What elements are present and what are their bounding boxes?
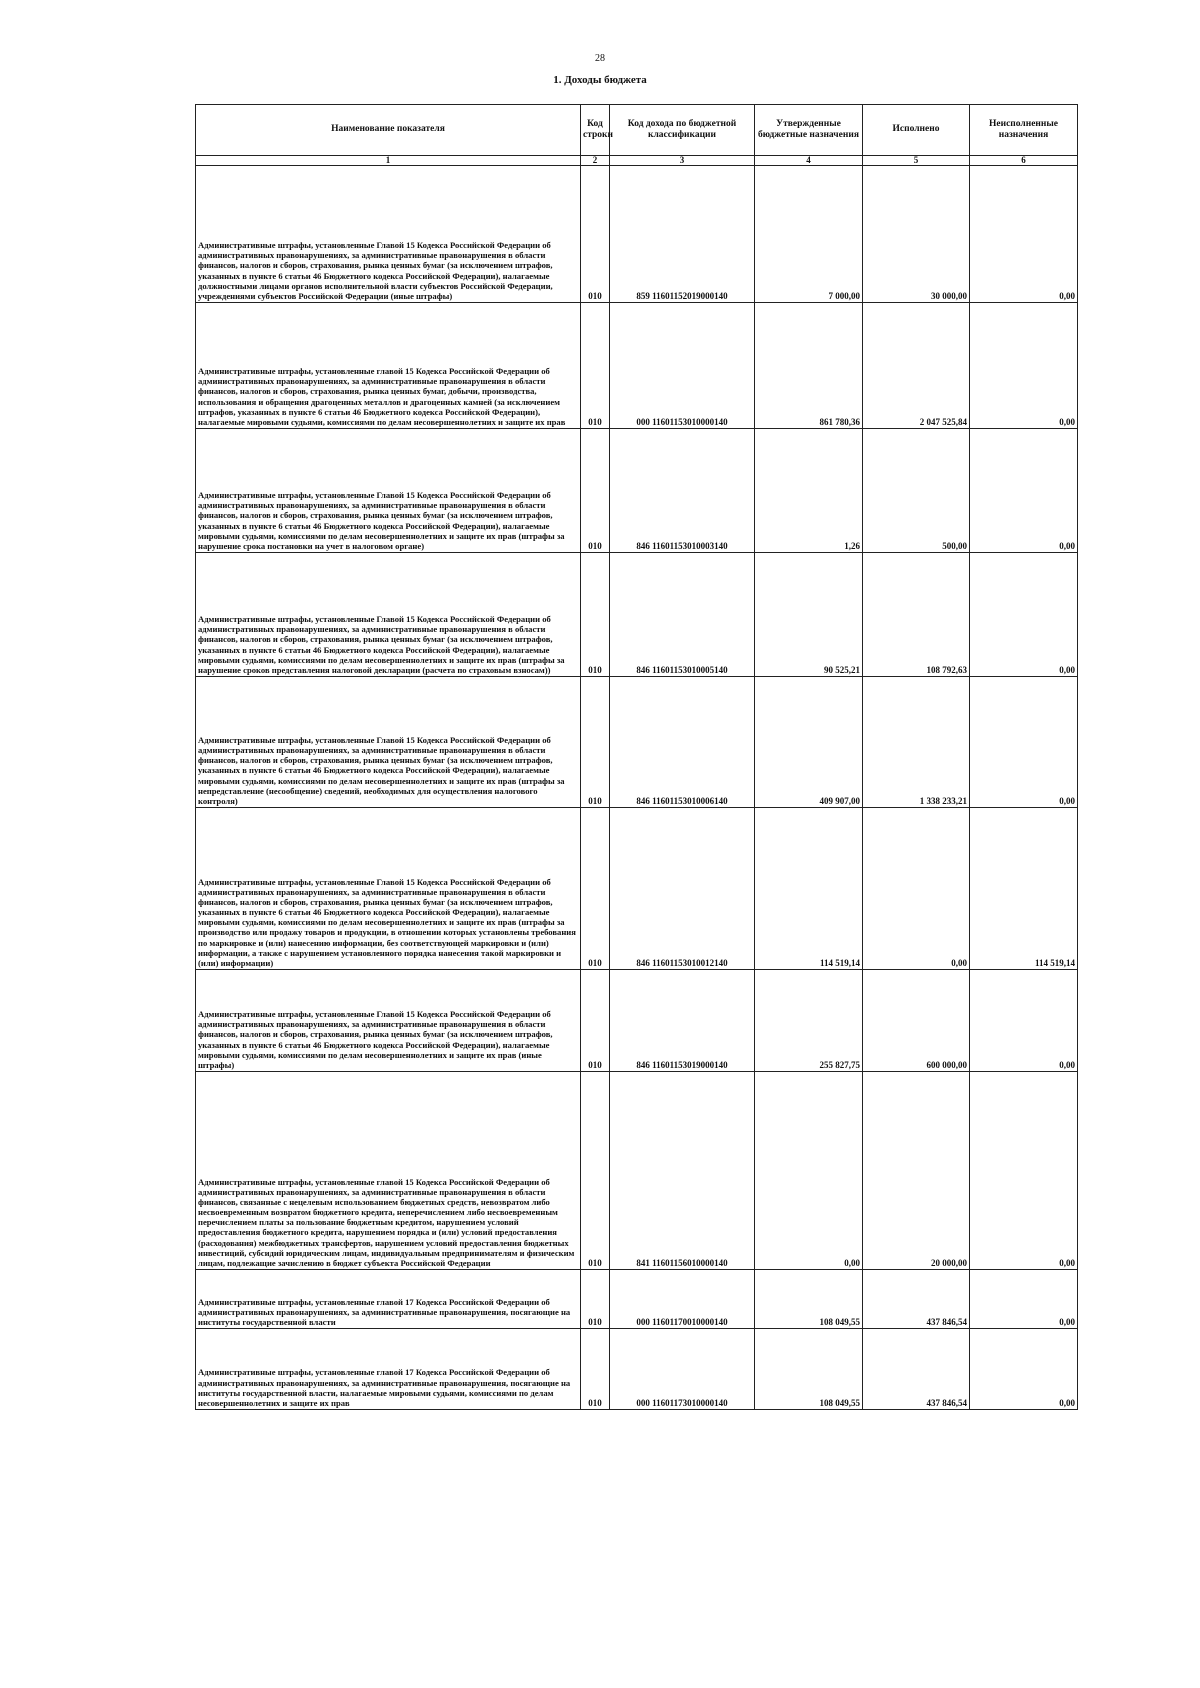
executed-amount-cell: 1 338 233,21 bbox=[863, 677, 970, 808]
section-title: 1. Доходы бюджета bbox=[553, 74, 647, 86]
executed-amount-cell: 500,00 bbox=[863, 429, 970, 553]
table-row bbox=[196, 553, 1078, 677]
unexecuted-amount-cell: 0,00 bbox=[970, 429, 1078, 553]
line-code-cell: 010 bbox=[581, 1270, 610, 1329]
indicator-name-cell: Административные штрафы, установленные Главой 15 Кодекса Российской Федерации об административных правонарушениях, за административные правонарушения в области финансов, налогов и сборов, страхования, рынка ценных бумаг (за исключением штрафов, указанных в пункте 6 статьи 46 Бюджетного кодекса Российской Федерации), налагаемые мировыми судьями, комиссиями по делам несовершеннолетних и защите их прав (штрафы за нарушение сроков представления налоговой декларации (расчета по страховым взносам)) bbox=[196, 553, 581, 677]
unexecuted-amount-cell: 0,00 bbox=[970, 1270, 1078, 1329]
table-row bbox=[196, 677, 1078, 808]
table-header-row bbox=[196, 105, 1078, 156]
executed-amount-cell: 437 846,54 bbox=[863, 1329, 970, 1410]
budget-code-cell: 000 11601153010000140 bbox=[610, 303, 755, 429]
executed-amount-cell: 108 792,63 bbox=[863, 553, 970, 677]
indicator-name-cell: Административные штрафы, установленные главой 17 Кодекса Российской Федерации об административных правонарушениях, за административные правонарушения, посягающие на институты государственной власти bbox=[196, 1270, 581, 1329]
indicator-name-cell: Административные штрафы, установленные главой 15 Кодекса Российской Федерации об административных правонарушениях, за административные правонарушения в области финансов, налогов и сборов, страхования, рынка ценных бумаг, добычи, производства, использования и обращения драгоценных металлов и драгоценных камней (за исключением штрафов, указанных в пункте 6 статьи 46 Бюджетного кодекса Российской Федерации), налагаемые мировыми судьями, комиссиями по делам несовершеннолетних и защите их прав bbox=[196, 303, 581, 429]
budget-code-cell: 841 11601156010000140 bbox=[610, 1072, 755, 1270]
revenue-table bbox=[195, 104, 1078, 1410]
header-budget-code: Код дохода по бюджетной классификации bbox=[610, 105, 755, 156]
header-executed: Исполнено bbox=[863, 105, 970, 156]
approved-amount-cell: 0,00 bbox=[755, 1072, 863, 1270]
line-code-cell: 010 bbox=[581, 166, 610, 303]
indicator-name-cell: Административные штрафы, установленные Главой 15 Кодекса Российской Федерации об административных правонарушениях, за административные правонарушения в области финансов, налогов и сборов, страхования, рынка ценных бумаг (за исключением штрафов, указанных в пункте 6 статьи 46 Бюджетного кодекса Российской Федерации), налагаемые мировыми судьями, комиссиями по делам несовершеннолетних и защите их прав (штрафы за нарушение срока постановки на учет в налоговом органе) bbox=[196, 429, 581, 553]
indicator-name-cell: Административные штрафы, установленные Главой 15 Кодекса Российской Федерации об административных правонарушениях, за административные правонарушения в области финансов, налогов и сборов, страхования, рынка ценных бумаг (за исключением штрафов, указанных в пункте 6 статьи 46 Бюджетного кодекса Российской Федерации), налагаемые мировыми судьями, комиссиями по делам несовершеннолетних и защите их прав (штрафы за производство или продажу товаров и продукции, в отношении которых установлены требования по маркировке и (или) нанесению информации, без соответствующей маркировки и (или) информации, а также с нарушением установленного порядка нанесения такой маркировки и (или) информации) bbox=[196, 808, 581, 970]
column-number: 4 bbox=[755, 156, 863, 166]
budget-code-cell: 000 11601173010000140 bbox=[610, 1329, 755, 1410]
line-code-cell: 010 bbox=[581, 303, 610, 429]
table-row bbox=[196, 808, 1078, 970]
header-unexecuted: Неисполненные назначения bbox=[970, 105, 1078, 156]
budget-code-cell: 846 11601153010006140 bbox=[610, 677, 755, 808]
line-code-cell: 010 bbox=[581, 1072, 610, 1270]
table-row bbox=[196, 166, 1078, 303]
column-number: 2 bbox=[581, 156, 610, 166]
table-row bbox=[196, 1329, 1078, 1410]
column-number: 1 bbox=[196, 156, 581, 166]
approved-amount-cell: 114 519,14 bbox=[755, 808, 863, 970]
line-code-cell: 010 bbox=[581, 808, 610, 970]
executed-amount-cell: 0,00 bbox=[863, 808, 970, 970]
line-code-cell: 010 bbox=[581, 1329, 610, 1410]
approved-amount-cell: 409 907,00 bbox=[755, 677, 863, 808]
executed-amount-cell: 600 000,00 bbox=[863, 970, 970, 1072]
unexecuted-amount-cell: 0,00 bbox=[970, 1072, 1078, 1270]
unexecuted-amount-cell: 0,00 bbox=[970, 1329, 1078, 1410]
line-code-cell: 010 bbox=[581, 553, 610, 677]
approved-amount-cell: 108 049,55 bbox=[755, 1270, 863, 1329]
line-code-cell: 010 bbox=[581, 970, 610, 1072]
budget-code-cell: 846 11601153010012140 bbox=[610, 808, 755, 970]
page-number: 28 bbox=[595, 53, 605, 64]
column-number-row bbox=[196, 156, 1078, 166]
approved-amount-cell: 861 780,36 bbox=[755, 303, 863, 429]
indicator-name-cell: Административные штрафы, установленные главой 15 Кодекса Российской Федерации об административных правонарушениях, за административные правонарушения в области финансов, связанные с нецелевым использованием бюджетных средств, невозвратом либо несвоевременным возвратом бюджетного кредита, неперечислением либо несвоевременным перечислением платы за пользование бюджетным кредитом, нарушением условий предоставления бюджетного кредита, нарушением порядка и (или) условий предоставления (расходования) межбюджетных трансфертов, нарушением условий предоставления бюджетных инвестиций, субсидий юридическим лицам, индивидуальным предпринимателям и физическим лицам, подлежащие зачислению в бюджет субъекта Российской Федерации bbox=[196, 1072, 581, 1270]
line-code-cell: 010 bbox=[581, 429, 610, 553]
indicator-name-cell: Административные штрафы, установленные главой 17 Кодекса Российской Федерации об административных правонарушениях, за административные правонарушения, посягающие на институты государственной власти, налагаемые мировыми судьями, комиссиями по делам несовершеннолетних и защите их прав bbox=[196, 1329, 581, 1410]
approved-amount-cell: 1,26 bbox=[755, 429, 863, 553]
column-number: 5 bbox=[863, 156, 970, 166]
table-row bbox=[196, 1270, 1078, 1329]
budget-code-cell: 000 11601170010000140 bbox=[610, 1270, 755, 1329]
table-row bbox=[196, 429, 1078, 553]
unexecuted-amount-cell: 0,00 bbox=[970, 166, 1078, 303]
executed-amount-cell: 2 047 525,84 bbox=[863, 303, 970, 429]
executed-amount-cell: 30 000,00 bbox=[863, 166, 970, 303]
table-row bbox=[196, 1072, 1078, 1270]
budget-code-cell: 859 11601152019000140 bbox=[610, 166, 755, 303]
approved-amount-cell: 7 000,00 bbox=[755, 166, 863, 303]
indicator-name-cell: Административные штрафы, установленные Главой 15 Кодекса Российской Федерации об административных правонарушениях, за административные правонарушения в области финансов, налогов и сборов, страхования, рынка ценных бумаг (за исключением штрафов, указанных в пункте 6 статьи 46 Бюджетного кодекса Российской Федерации), налагаемые должностными лицами органов исполнительной власти субъектов Российской Федерации, учреждениями субъектов Российской Федерации (иные штрафы) bbox=[196, 166, 581, 303]
approved-amount-cell: 90 525,21 bbox=[755, 553, 863, 677]
column-number: 3 bbox=[610, 156, 755, 166]
table-row bbox=[196, 303, 1078, 429]
approved-amount-cell: 255 827,75 bbox=[755, 970, 863, 1072]
indicator-name-cell: Административные штрафы, установленные Главой 15 Кодекса Российской Федерации об административных правонарушениях, за административные правонарушения в области финансов, налогов и сборов, страхования, рынка ценных бумаг (за исключением штрафов, указанных в пункте 6 статьи 46 Бюджетного кодекса Российской Федерации), налагаемые мировыми судьями, комиссиями по делам несовершеннолетних и защите их прав (иные штрафы) bbox=[196, 970, 581, 1072]
header-approved: Утвержденные бюджетные назначения bbox=[755, 105, 863, 156]
column-number: 6 bbox=[970, 156, 1078, 166]
line-code-cell: 010 bbox=[581, 677, 610, 808]
executed-amount-cell: 437 846,54 bbox=[863, 1270, 970, 1329]
budget-code-cell: 846 11601153019000140 bbox=[610, 970, 755, 1072]
header-indicator-name: Наименование показателя bbox=[196, 105, 581, 156]
unexecuted-amount-cell: 114 519,14 bbox=[970, 808, 1078, 970]
budget-code-cell: 846 11601153010003140 bbox=[610, 429, 755, 553]
approved-amount-cell: 108 049,55 bbox=[755, 1329, 863, 1410]
unexecuted-amount-cell: 0,00 bbox=[970, 970, 1078, 1072]
unexecuted-amount-cell: 0,00 bbox=[970, 303, 1078, 429]
indicator-name-cell: Административные штрафы, установленные Главой 15 Кодекса Российской Федерации об административных правонарушениях, за административные правонарушения в области финансов, налогов и сборов, страхования, рынка ценных бумаг (за исключением штрафов, указанных в пункте 6 статьи 46 Бюджетного кодекса Российской Федерации), налагаемые мировыми судьями, комиссиями по делам несовершеннолетних и защите их прав (штрафы за непредставление (несообщение) сведений, необходимых для осуществления налогового контроля) bbox=[196, 677, 581, 808]
executed-amount-cell: 20 000,00 bbox=[863, 1072, 970, 1270]
table-row bbox=[196, 970, 1078, 1072]
unexecuted-amount-cell: 0,00 bbox=[970, 677, 1078, 808]
header-line-code: Код строки bbox=[581, 105, 610, 156]
budget-code-cell: 846 11601153010005140 bbox=[610, 553, 755, 677]
unexecuted-amount-cell: 0,00 bbox=[970, 553, 1078, 677]
